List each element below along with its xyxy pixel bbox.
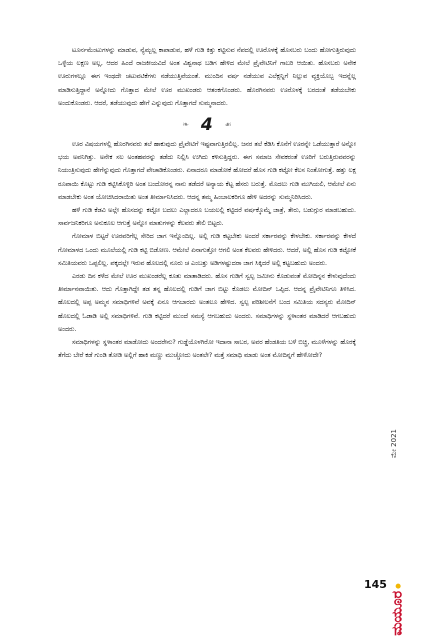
paragraph: ಗೋಮಾಳ ಬಿಟ್ಟರೆ ಊರವರಿಗೆಲ್ಲ ಸೇರಿದ ಜಾಗ ಇನ್ನೊಂದಿಲ್ಲ. ಅಲ್ಲಿ ಗುಡಿ ಕಟ್ಟಬೇಕು ಅಂದರೆ ಸರ್ಕಾರವನ್ನು ಕೇಳಬೇಕು. ಸರ್ಕಾರವನ್ನು ಕೇಳದೆ ಗೋಮಾಳದ ಒಂದು ಮೂಲೆಯಲ್ಲಿ ಗುಡಿ ಕಟ್ಟಿ ಬಿಡೋಣ. ಆಮೇಲೆ ಏನಾಗುತ್ತೋ ಆಗಲಿ ಅಂತ ಕೆಲವರು ಹೇಳಿದರು. ಆದರೆ, ಅಲ್ಲಿ ಹೊಸ ಗುಡಿ ಕಟ್ಟೋಕೆ ಸಮಿತಿಯವರು ಒಪ್ಪಲಿಲ್ಲ. ಪಕ್ಕದಲ್ಲೇ ಇರುವ ಹೊಲದಲ್ಲಿ ನೂರು ಚ ಎಂಬತ್ತು ಅಡಿಗಳಷ್ಟುದರಾ ಜಾಗ ಸಿಕ್ಕಿದರೆ ಅಲ್ಲಿ ಕಟ್ಟಬಹುದು ಅಂದರು. bbox=[58, 233, 356, 267]
magazine-logo bbox=[390, 584, 406, 636]
logo-text: ಮಯೂರ bbox=[390, 591, 406, 636]
article-body bbox=[58, 44, 356, 362]
paragraph: ಹಳೆ ಗುಡಿ ಕೆಡವಿ ಅಲ್ಲೇ ಹೊಸದನ್ನು ಕಟ್ಟೋ ಬದಲು ಎಲ್ಲಾದರೂ ಬಯಲಲ್ಲಿ ಕಟ್ಟಿದರೆ ವರ್ಷಕ್ಕೊಮ್ಮೆ ಜಾತ್ರೆ, ತೇರು, ಬಡುಗ್ಗುರ ಮಾಡಬಹುದು. ಸಾರ್ವಜನಿಕರಿಗೂ ಅನುಕೂಲ ಆಗುತ್ತೆ ಅನ್ನೋ ಮಾತುಗಳನ್ನು ಕೆಲವರು ತೇಲಿ ಬಿಟ್ಟರು. bbox=[58, 207, 356, 228]
ornament-icon: ❧ bbox=[182, 120, 189, 130]
section-number-value: 4 bbox=[200, 115, 213, 136]
paragraph: ಎರಡು ದಿನ ಕಳೆದ ಮೇಲೆ ಊರ ಮುಖಂಡರೆಲ್ಲ ಕೂತು ಮಾತಾಡಿದರು. ಹೊಸ ಗುಡಿಗೆ ಸ್ವಲ್ಪ ಜಮೀನು ಕೊಡುವಂತೆ ಮೋದಿನ್ನನ ಕೇಳುವುದೆಂದು ತೀರ್ಮಾನವಾಯಿತು. ಆದು ಗೊತ್ತಾಗಿದ್ದೇ ತಡ ತನ್ನ ಹೊಲದಲ್ಲಿ ಗುಡಿಗೆ ಜಾಗ ಬಿಟ್ಟು ಕೊಡಲು ಮೋದಿನ್ ಒಪ್ಪಿದ. ಆದನ್ನ ಪ್ರೈವೇಟಿನಿಗೂ ತಿಳಿಸಿದ. ಹೊಲದಲ್ಲಿ ಅಪ್ಪ ಅಮ್ಮನ ಸಮಾಧಿಗಳಿವೆ ಅವಕ್ಕೆ ಏನೂ ಆಗಬಾರದು ಅಂತಲೂ ಹೇಳಿದ. ಸ್ವಲ್ಪ ಪರಿಶೀಲನೆಗೆ ಬಂದ ಸಮಿತಿಯ ಸದಸ್ಯರು ಮೋದಿನ್ ಹೊಲದಲ್ಲಿ ಓಡಾಡಿ ಅಲ್ಲಿ ಸಮಾಧಿಗಳಿವೆ. ಗುಡಿ ಕಟ್ಟಿದರೆ ಮುಂದೆ ಸಮಸ್ಯೆ ಆಗಬಹುದು ಅಂದರು. ಸಮಾಧಿಗಳನ್ನು ಸ್ಥಳಾಂತರ ಮಾಡಿದರೆ ಆಗಬಹುದು ಅಂದರು. bbox=[58, 273, 356, 333]
magazine-logo-strip bbox=[388, 520, 412, 636]
paragraph: ಸಮಾಧಿಗಳನ್ನು ಸ್ಥಳಾಂತರ ಮಾಡೋದು ಅಂದರೇನು? ಗುಡ್ಡೆಯೊಳಗಿರೋ ಇದಾನಾ ಸಾಬರ, ಅವರ ಹೆಂಡತಿಯ ಬಳೆ ಬಿಚ್ಚಿ, ಮೂಳೆಗಳನ್ನು ಹೊರಕ್ಕೆ ತೆಗೆದು ಬೇರೆ ಕಡೆ ಗುಂಡಿ ತೋಡಿ ಅಲ್ಲಿಗೆ ಹಾಕಿ ಮಣ್ಣು ಮುಚ್ಚೋದು ಅಂತಲೇ? ಮತ್ತೆ ಸಮಾಧಿ ಮಾಡು ಅಂತ ಮೋದಿನ್ನಗೆ ಹೇಳೋದೇ? bbox=[58, 339, 356, 360]
issue-date: ಮೇ 2021 bbox=[390, 429, 398, 458]
ornament-icon: ☙ bbox=[224, 120, 232, 130]
page-number: 145 bbox=[364, 578, 387, 591]
paragraph: ಟೂರ್ನಮೆಂಟುಗಳನ್ನು ಮಾಡುವ, ನ್ಯೆಮ್ಬಲ್ಲ ಕಾಪಾಡುವ, ಹಳೆ ಗುಡಿ ಕಿತ್ತು ಕಟ್ಟಿಸುವ ನೆಪದಲ್ಲಿ ಊರೊಳಕ್ಕೆ ಹೊಸಬರು ಬಂದು ಹೋಗುತ್ತಿರುವುದು ಒಳ್ಳೆಯ ಲಕ್ಷಣ ಅಲ್ಲ, ಆದರ ಹಿಂದೆ ರಾಜಕೀಯವಿದೆ ಅಂತ ವಿಶ್ವನಾಥ ಬಡಿಗ ಹೇಳಿದ ಮೇಲೆ ಪ್ರೈವೇಟಿನಿಗೆ ಗಾಬರಿ ಆಯಿತು. ಹೊಸಬರು ಅನೇಕ ಊರುಗಳಲ್ಲೂ ಈಗ ಇಂಥದೇ ಚಟುವಟಿಕೆಗಳು ನಡೆಯುತ್ತಿವೆಯಂತೆ. ಮುಂದಿನ ವರ್ಷ ನಡೆಯುವ ಎಲೆಕ್ಷನ್ನಿಗೆ ನಿಲ್ಲುವ ವ್ಯಕ್ತಿಯೊಬ್ಬ ಇದನ್ನೆಲ್ಲ ಮಾಡಿಸುತ್ತಿದ್ದಾನೆ ಅನ್ನೋದು ಗೊತ್ತಾದ ಮೇಲೆ ಊರ ಮುಖಂಡರು ಆತಂಕಗೊಂಡರು. ಹೊರಗಿನವರು ಊರೊಳಕ್ಕೆ ಬರದಂತೆ ತಡೆಯಬೇಕು ಅಂದುಕೊಂಡರು. ಆದರೆ, ತಡೆಯುವುದು ಹೇಗೆ ಎನ್ನುವುದು ಗೊತ್ತಾಗದೆ ಸುಮ್ಮನಾದರು. bbox=[58, 47, 356, 107]
paragraph: ಊರ ವಿಷಯಗಳಲ್ಲಿ ಹೊರಗಿನವರು ತಲೆ ಹಾಕುವುದು ಪ್ರೈವೇಟಿಗೆ ಇಷ್ಟವಾಗುತ್ತಿರಲಿಲ್ಲ. ಜನರ ತಲೆ ಕೆಡಿಸಿ ಕೊನೆಗೆ ಊರನ್ನೇ ಒಡೆಯುತ್ತಾರೆ ಅನ್ನೋ ಭಯ ಅವನಿಗಿತ್ತು. ಅನೇಕ ಸಲ ಅಂತಹವರನ್ನು ತಡೆದು ನಿಲ್ಲಿಸಿ ಉಗಿದು ಕಳಿಸುತ್ತಿದ್ದರು. ಈಗ ಸಮಾಜ ಸೇವಕರಂತೆ ಊರಿಗೆ ಬರುತ್ತಿರುವವರನ್ನು ನಿಯಂತ್ರಿಸುವುದು ಹೇಗೆನ್ನುವುದು ಗೊತ್ತಾಗದೆ ಪೇಚಾಡಿಕೊಂಡರು. ಏನಾದರೂ ಮಾಡೋಕೆ ಹೋದರೆ ಹೊಸ ಗುಡಿ ಕಟ್ಟೋ ಕೆಲಸ ನಿಂತೋಗುತ್ತೆ. ಹತ್ತು ಲಕ್ಷ ರೂಪಾಯಿ ಕೊಟ್ಟು ಗುಡಿ ಕಟ್ಟಿಸಿಕೊಳ್ಳಿರಿ ಅಂತ ಬಂದೋರನ್ನ ನಾನು ತಡೆದರೆ ಅನ್ಯಾಯ ಕೆಟ್ಟ ಹೆಸರು ಬರುತ್ತೆ. ಮೊದಲು ಗುಡಿ ಮುಗಿಯಲಿ, ಆಮೇಲೆ ಏನು ಮಾಡಬೇಕು ಅಂತ ಯೋಚಿಸಿದರಾಯಿತು ಅಂತ ತೀರ್ಮಾನಿಸಿದರು. ಆದನ್ನ ತಮ್ಮ ಹಿಂಬಾಲಕರಿಗೂ ಹೇಳಿ ಅದರನ್ನು ಸುಮ್ಮನಿರಿಸಿದರು. bbox=[58, 141, 356, 201]
section-number bbox=[58, 116, 356, 134]
logo-dot-icon bbox=[396, 584, 401, 589]
